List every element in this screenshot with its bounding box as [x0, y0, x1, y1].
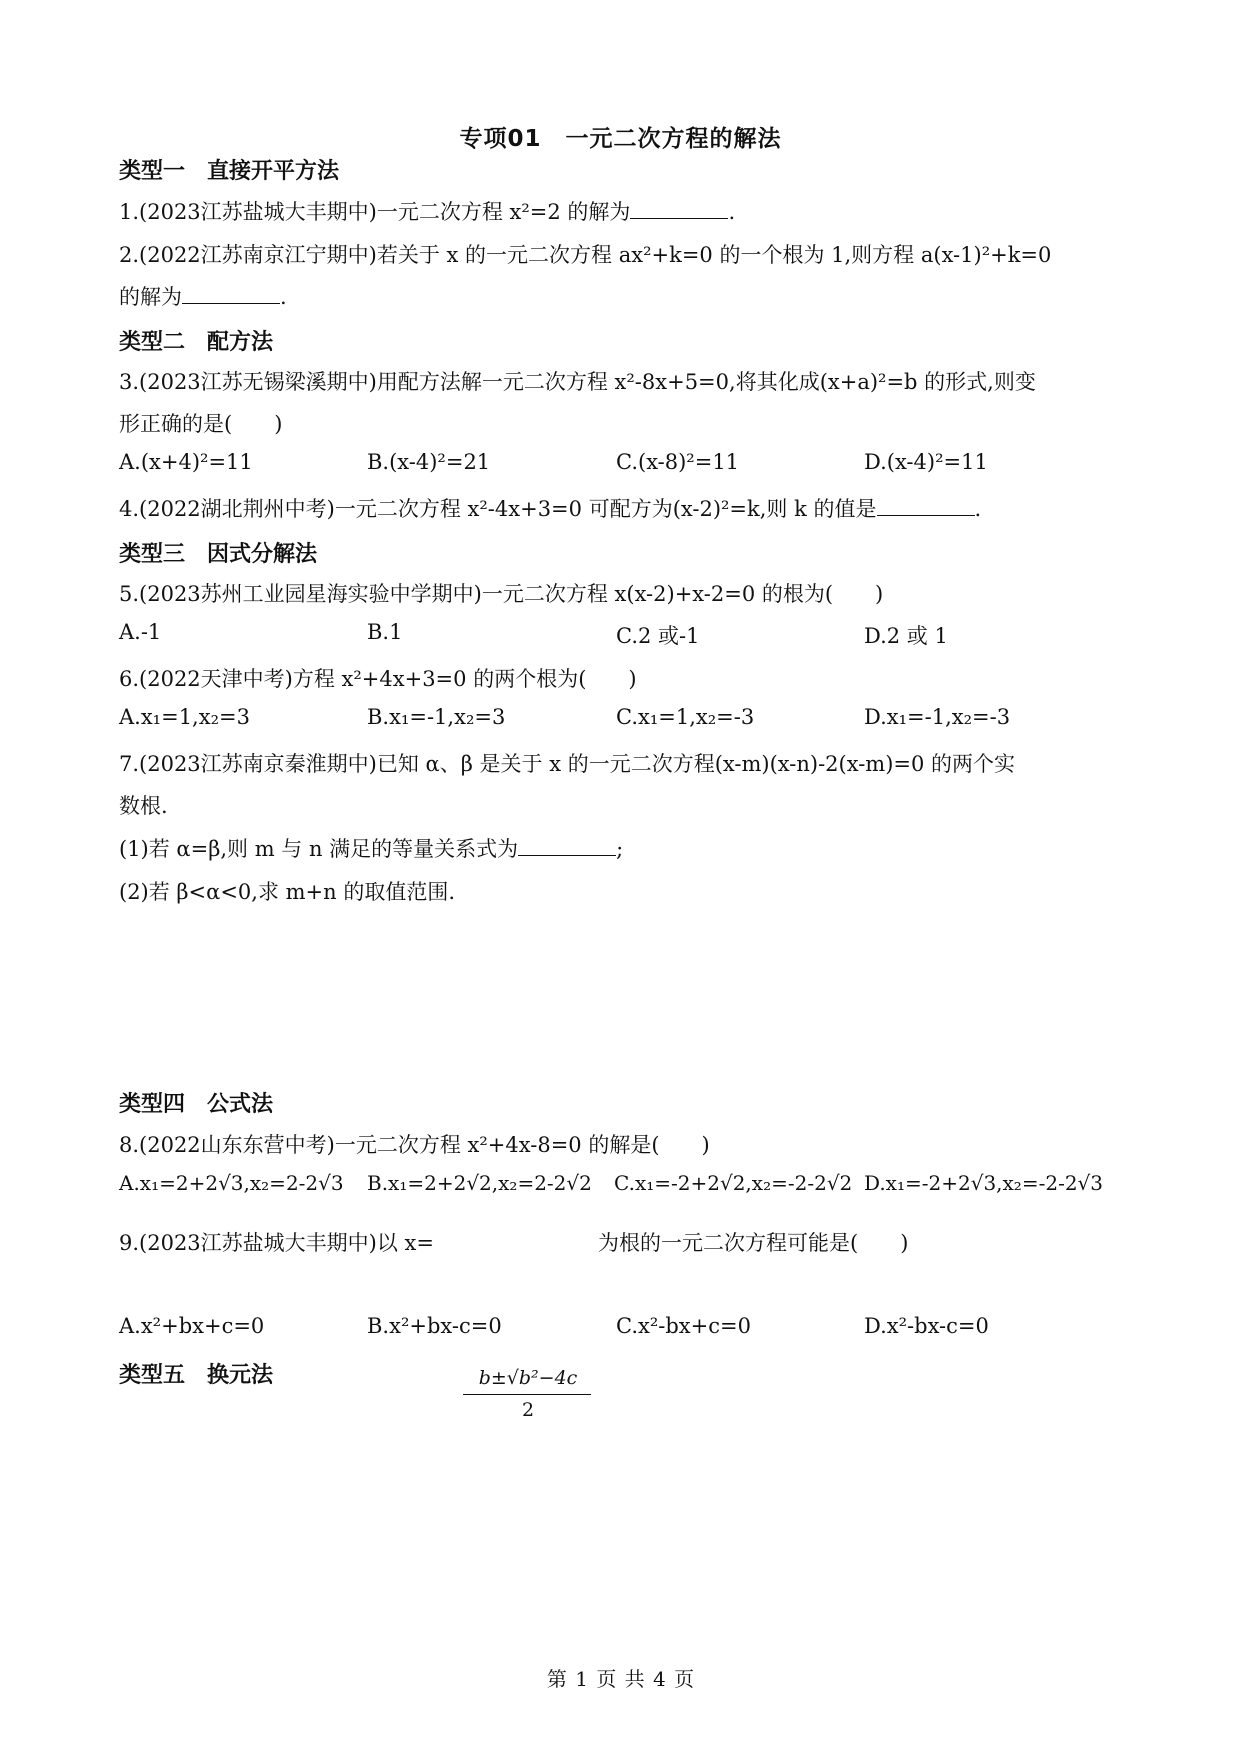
option-a[interactable]: A.x₁=2+2√3,x₂=2-2√3 — [119, 1171, 344, 1195]
option-c[interactable]: C.(x-8)²=11 — [616, 450, 740, 474]
option-c[interactable]: C.2 或-1 — [616, 624, 700, 648]
option-a[interactable]: A.x²+bx+c=0 — [119, 1314, 265, 1338]
option-d[interactable]: D.x₁=-1,x₂=-3 — [864, 705, 1011, 729]
option-d[interactable]: D.x₁=-2+2√3,x₂=-2-2√3 — [864, 1171, 1104, 1195]
question-1: 1.(2023江苏盐城大丰期中)一元二次方程 x²=2 的解为 . — [119, 200, 736, 224]
option-a[interactable]: A.x₁=1,x₂=3 — [119, 705, 250, 729]
question-2-cont: 的解为 . — [119, 285, 287, 309]
question-9-prefix: 9.(2023江苏盐城大丰期中)以 x= — [119, 1231, 434, 1255]
question-7-part-1: (1)若 α=β,则 m 与 n 满足的等量关系式为 ; — [119, 837, 624, 861]
section-heading-2: 类型二 配方法 — [119, 330, 274, 355]
question-9-suffix: 为根的一元二次方程可能是( ) — [598, 1231, 909, 1255]
page-title: 专项01 一元二次方程的解法 — [459, 126, 782, 152]
option-b[interactable]: B.x²+bx-c=0 — [367, 1314, 502, 1338]
option-b[interactable]: B.(x-4)²=21 — [367, 450, 491, 474]
option-d[interactable]: D.2 或 1 — [864, 624, 948, 648]
option-b[interactable]: B.x₁=2+2√2,x₂=2-2√2 — [367, 1171, 592, 1195]
option-b[interactable]: B.x₁=-1,x₂=3 — [367, 705, 506, 729]
answer-blank[interactable] — [877, 497, 975, 516]
section-heading-1: 类型一 直接开平方法 — [119, 159, 340, 184]
question-7: 7.(2023江苏南京秦淮期中)已知 α、β 是关于 x 的一元二次方程(x-m)(x-n)-2(x-m)=0 的两个实 — [119, 752, 1016, 776]
option-a[interactable]: A.(x+4)²=11 — [119, 450, 253, 474]
question-8: 8.(2022山东东营中考)一元二次方程 x²+4x-8=0 的解是( ) — [119, 1133, 710, 1157]
page-footer: 第 1 页 共 4 页 — [546, 1667, 695, 1691]
question-3: 3.(2023江苏无锡梁溪期中)用配方法解一元二次方程 x²-8x+5=0,将其化成(x+a)²=b 的形式,则变 — [119, 370, 1036, 394]
fraction-denominator: 2 — [521, 1399, 535, 1421]
option-c[interactable]: C.x₁=1,x₂=-3 — [616, 705, 755, 729]
option-b[interactable]: B.1 — [367, 620, 403, 644]
option-c[interactable]: C.x₁=-2+2√2,x₂=-2-2√2 — [614, 1171, 853, 1195]
fraction-bar — [463, 1394, 591, 1395]
option-d[interactable]: D.x²-bx-c=0 — [864, 1314, 989, 1338]
question-2: 2.(2022江苏南京江宁期中)若关于 x 的一元二次方程 ax²+k=0 的一个根为 1,则方程 a(x-1)²+k=0 — [119, 243, 1052, 267]
answer-blank[interactable] — [630, 200, 728, 219]
question-7-part-2: (2)若 β<α<0,求 m+n 的取值范围. — [119, 880, 456, 904]
fraction-numerator: b±√b²−4c — [478, 1367, 578, 1389]
question-6: 6.(2022天津中考)方程 x²+4x+3=0 的两个根为( ) — [119, 667, 637, 691]
question-4: 4.(2022湖北荆州中考)一元二次方程 x²-4x+3=0 可配方为(x-2)²=k,则 k 的值是 . — [119, 497, 982, 521]
section-heading-3: 类型三 因式分解法 — [119, 542, 318, 567]
question-5: 5.(2023苏州工业园星海实验中学期中)一元二次方程 x(x-2)+x-2=0 的根为( ) — [119, 582, 884, 606]
answer-blank[interactable] — [518, 837, 616, 856]
section-heading-4: 类型四 公式法 — [119, 1092, 274, 1117]
answer-blank[interactable] — [182, 285, 280, 304]
option-a[interactable]: A.-1 — [119, 620, 162, 644]
question-7-cont: 数根. — [119, 794, 168, 818]
option-d[interactable]: D.(x-4)²=11 — [864, 450, 988, 474]
quadratic-formula-fraction — [463, 1367, 593, 1421]
question-3-cont: 形正确的是( ) — [119, 412, 283, 436]
section-heading-5: 类型五 换元法 — [119, 1363, 274, 1388]
option-c[interactable]: C.x²-bx+c=0 — [616, 1314, 751, 1338]
